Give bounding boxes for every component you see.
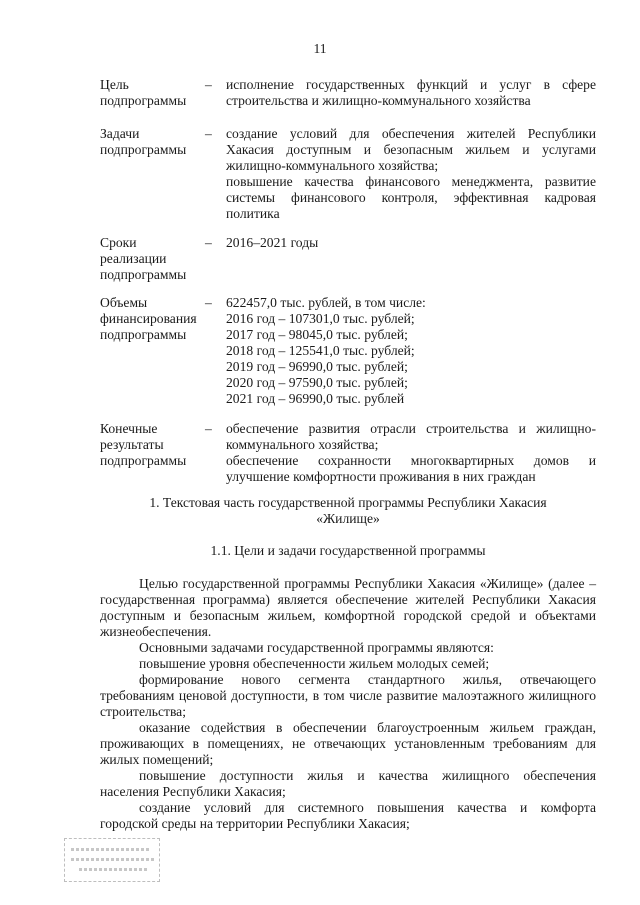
stamp-line bbox=[71, 858, 155, 861]
value-line: 2016–2021 годы bbox=[226, 235, 319, 250]
text-line: создание условий для системного повышения качества и комфорта bbox=[139, 800, 596, 815]
text-line: жилых помещений; bbox=[100, 752, 214, 767]
passport-value-results bbox=[226, 421, 596, 485]
label-line: подпрограммы bbox=[100, 93, 187, 108]
page-number: 11 bbox=[313, 41, 327, 56]
value-line: системы финансового контроля, эффективная кадровая bbox=[226, 190, 596, 205]
dash: – bbox=[205, 421, 212, 436]
passport-label-tasks bbox=[100, 126, 204, 158]
dash: – bbox=[205, 235, 212, 250]
label-line: реализации bbox=[100, 251, 167, 266]
value-line: 622457,0 тыс. рублей, в том числе: bbox=[226, 295, 426, 310]
value-line: коммунального хозяйства; bbox=[226, 437, 379, 452]
value-line: улучшение комфортности проживания в них граждан bbox=[226, 469, 536, 484]
text-line: Целью государственной программы Республики Хакасия «Жилище» (далее – bbox=[139, 576, 596, 591]
text-line: формирование нового сегмента стандартного жилья, отвечающего bbox=[139, 672, 596, 687]
text-line: проживающих в помещениях, не отвечающих установленным требованиям для bbox=[100, 736, 596, 751]
label-line: Цель bbox=[100, 77, 129, 92]
passport-value-volume bbox=[226, 295, 596, 407]
value-line: 2017 год – 98045,0 тыс. рублей; bbox=[226, 327, 408, 342]
passport-row-goal bbox=[100, 77, 596, 109]
value-line: строительства и жилищно-коммунального хозяйства bbox=[226, 93, 531, 108]
paragraph bbox=[100, 800, 596, 832]
passport-row-tasks bbox=[100, 126, 596, 222]
subsection-title: 1.1. Цели и задачи государственной программы bbox=[210, 543, 486, 558]
section-title bbox=[100, 495, 596, 527]
stamp-line bbox=[71, 848, 151, 851]
label-line: результаты bbox=[100, 437, 164, 452]
value-line: жилищно-коммунального хозяйства; bbox=[226, 158, 439, 173]
text-line: повышение уровня обеспеченности жильем молодых семей; bbox=[139, 656, 490, 671]
text-line: оказание содействия в обеспечении благоустроенным жильем граждан, bbox=[139, 720, 596, 735]
text-line: городской среды на территории Республики Хакасия; bbox=[100, 816, 410, 831]
value-line: 2021 год – 96990,0 тыс. рублей bbox=[226, 391, 405, 406]
text-line: населения Республики Хакасия; bbox=[100, 784, 286, 799]
text-line: повышение доступности жилья и качества жилищного обеспечения bbox=[139, 768, 596, 783]
label-line: Объемы bbox=[100, 295, 148, 310]
paragraph bbox=[100, 640, 596, 656]
label-line: подпрограммы bbox=[100, 267, 187, 282]
text-line: требованиям ценовой доступности, в том числе развитие малоэтажного жилищного bbox=[100, 688, 596, 703]
passport-label-volume bbox=[100, 295, 204, 343]
passport-value-goal bbox=[226, 77, 596, 109]
label-line: подпрограммы bbox=[100, 453, 187, 468]
dash: – bbox=[205, 126, 212, 141]
label-line: Конечные bbox=[100, 421, 158, 436]
body-text bbox=[100, 576, 596, 832]
value-line: Хакасия доступным и безопасным жильем и услугами bbox=[226, 142, 596, 157]
passport-label-goal bbox=[100, 77, 204, 109]
value-line: 2019 год – 96990,0 тыс. рублей; bbox=[226, 359, 408, 374]
paragraph bbox=[100, 576, 596, 640]
value-line: обеспечение развития отрасли строительства и жилищно- bbox=[226, 421, 596, 436]
section-title-line: 1. Текстовая часть государственной программы Республики Хакасия bbox=[149, 495, 547, 510]
label-line: Сроки bbox=[100, 235, 137, 250]
dash: – bbox=[205, 295, 212, 310]
value-line: 2020 год – 97590,0 тыс. рублей; bbox=[226, 375, 408, 390]
value-line: 2018 год – 125541,0 тыс. рублей; bbox=[226, 343, 415, 358]
label-line: финансирования bbox=[100, 311, 197, 326]
label-line: подпрограммы bbox=[100, 142, 187, 157]
dash: – bbox=[205, 77, 212, 92]
passport-label-terms bbox=[100, 235, 204, 283]
stamp-line bbox=[79, 868, 149, 871]
passport-row-volume bbox=[100, 295, 596, 407]
text-line: строительства; bbox=[100, 704, 186, 719]
passport-row-results bbox=[100, 421, 596, 485]
text-line: государственная программа) является обеспечение жителей Республики Хакасия bbox=[100, 592, 596, 607]
value-line: исполнение государственных функций и услуг в сфере bbox=[226, 77, 596, 92]
passport-row-terms bbox=[100, 235, 596, 283]
paragraph bbox=[100, 768, 596, 800]
text-line: Основными задачами государственной программы являются: bbox=[139, 640, 494, 655]
passport-value-tasks bbox=[226, 126, 596, 222]
passport-value-terms bbox=[226, 235, 596, 251]
value-line: 2016 год – 107301,0 тыс. рублей; bbox=[226, 311, 415, 326]
value-line: повышение качества финансового менеджмента, развитие bbox=[226, 174, 596, 189]
section-title-line: «Жилище» bbox=[316, 511, 380, 526]
paragraph bbox=[100, 656, 596, 672]
passport-label-results bbox=[100, 421, 204, 469]
faded-stamp bbox=[64, 838, 160, 882]
text-line: доступным и безопасным жильем, комфортной городской средой и объектами bbox=[100, 608, 596, 623]
subprogram-passport bbox=[100, 77, 596, 485]
paragraph bbox=[100, 720, 596, 768]
label-line: подпрограммы bbox=[100, 327, 187, 342]
value-line: создание условий для обеспечения жителей Республики bbox=[226, 126, 596, 141]
text-line: жизнеобеспечения. bbox=[100, 624, 212, 639]
label-line: Задачи bbox=[100, 126, 140, 141]
paragraph bbox=[100, 672, 596, 720]
value-line: обеспечение сохранности многоквартирных домов и bbox=[226, 453, 596, 468]
value-line: политика bbox=[226, 206, 280, 221]
